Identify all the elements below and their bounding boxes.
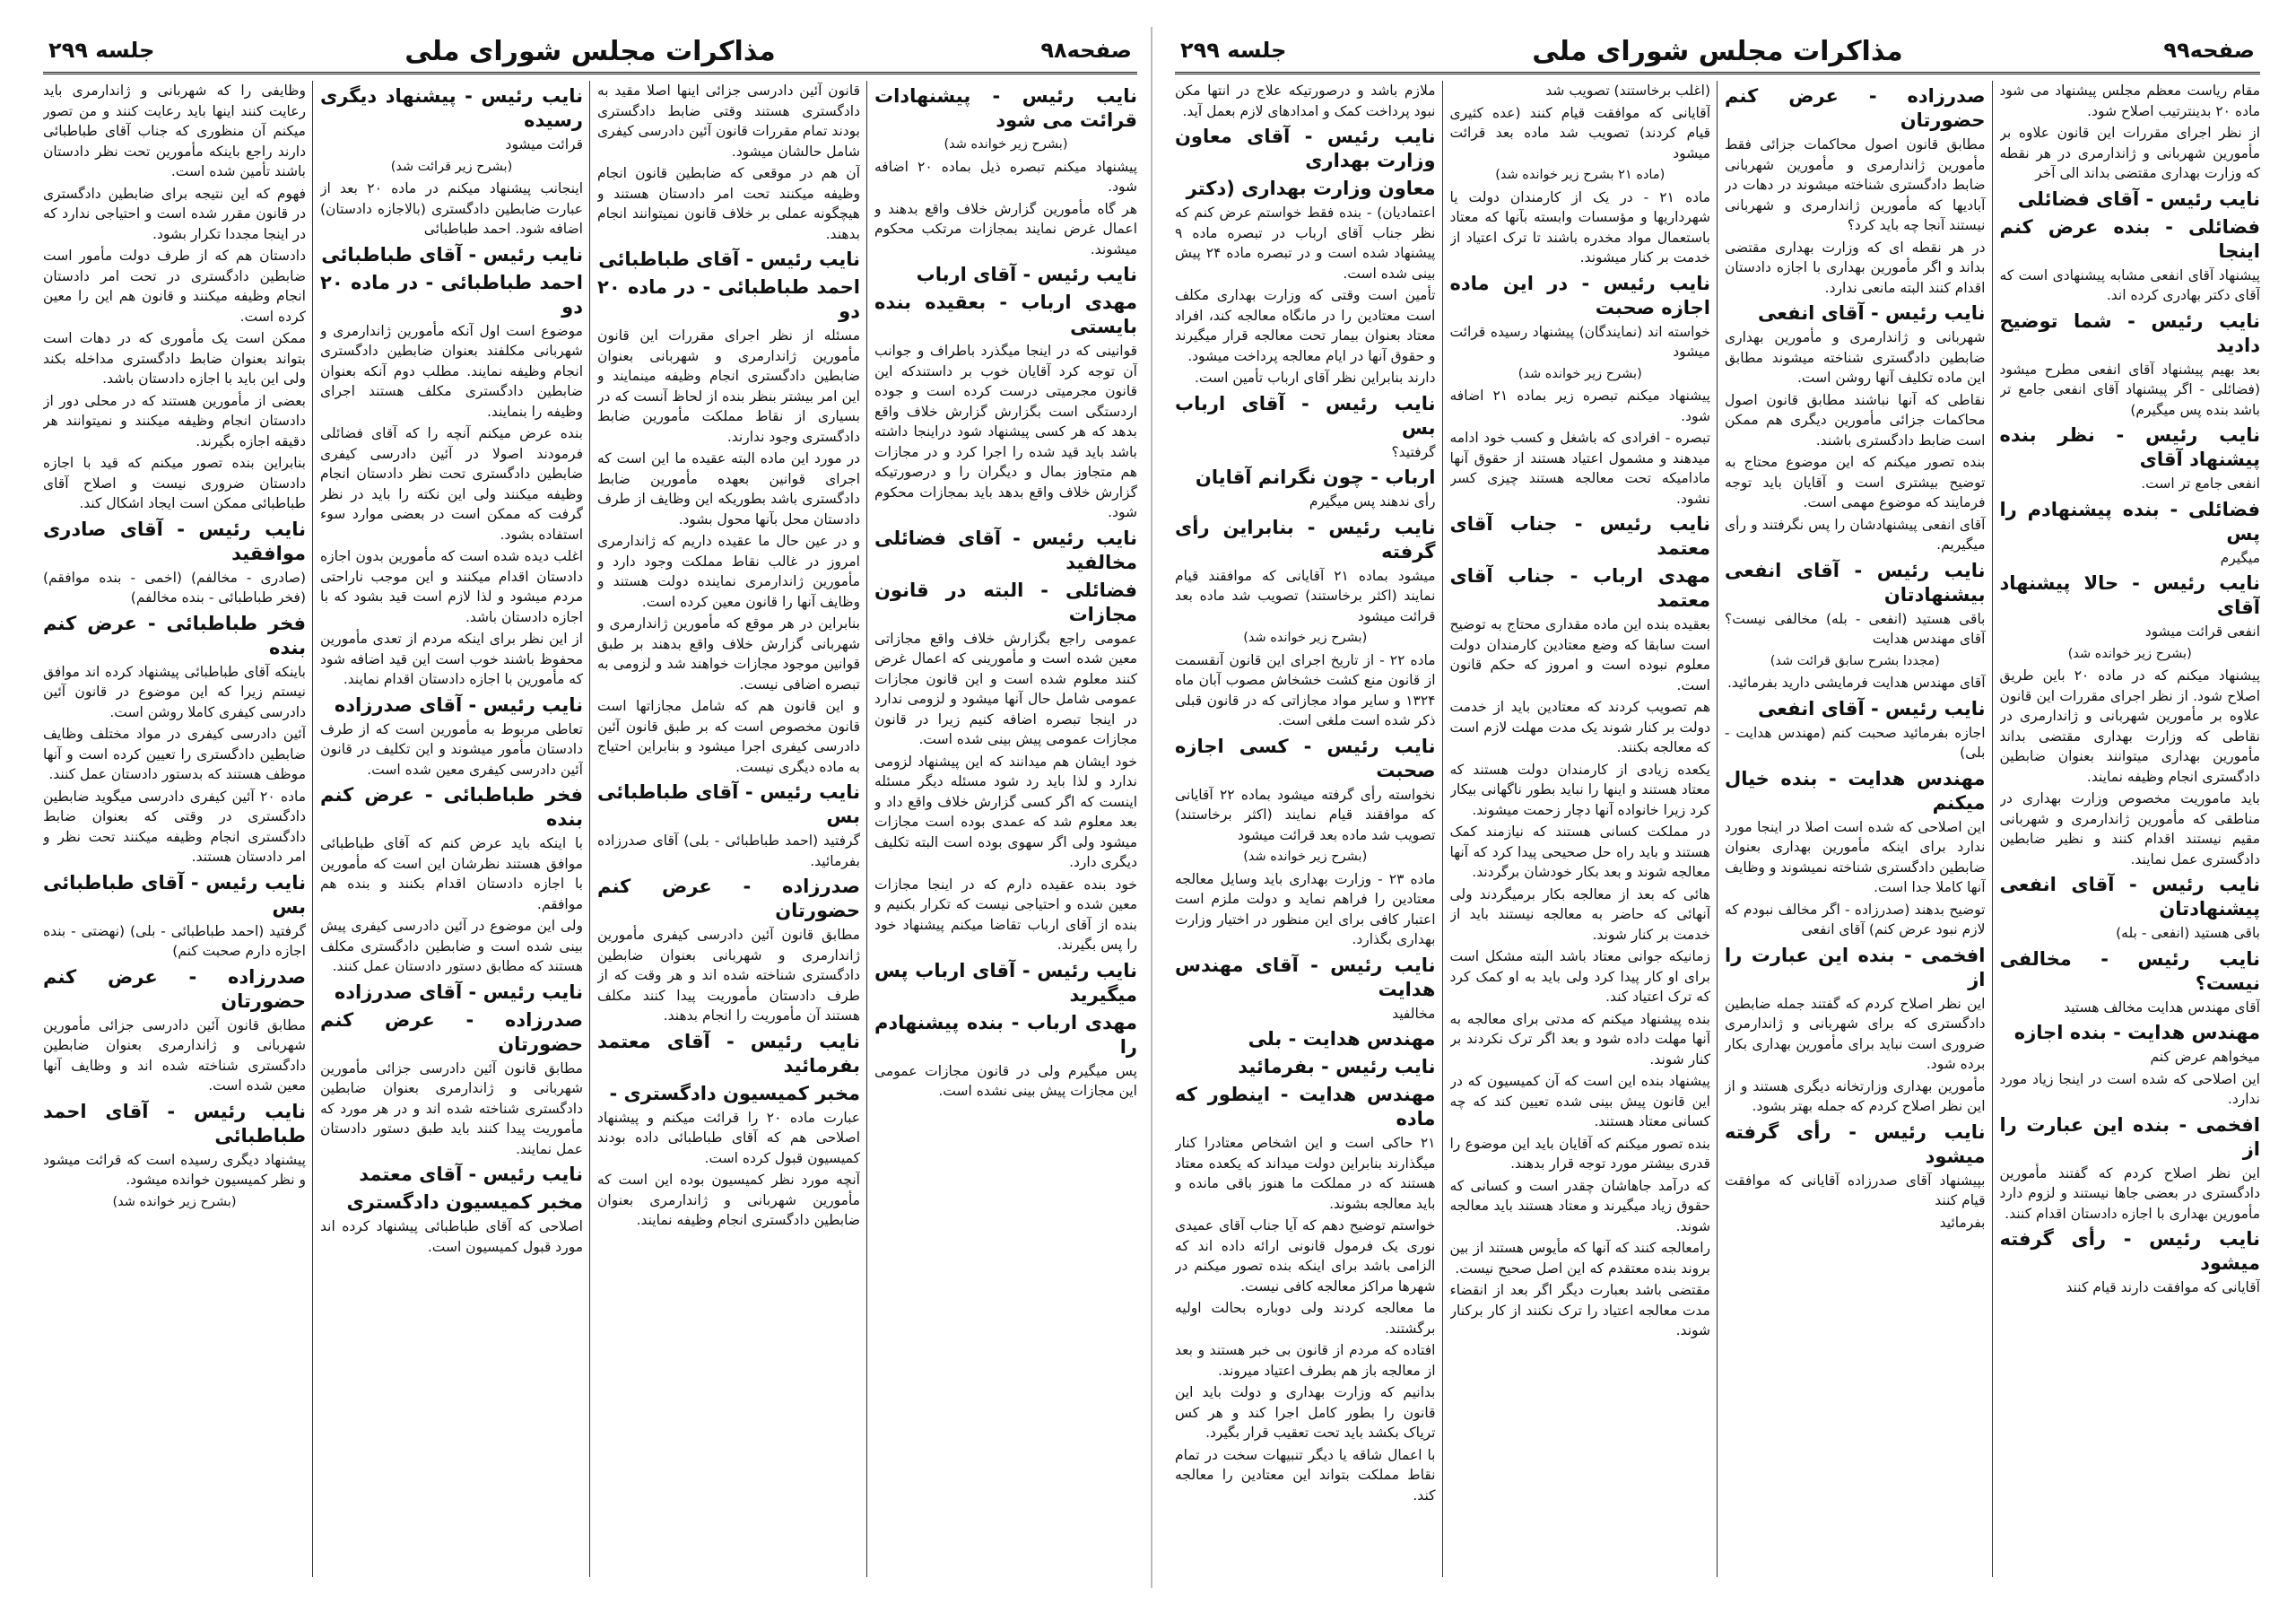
- paragraph: این اصلاحی که شده است اصلا در اینجا مورد ندارد برای اینکه مأمورین بهداری بعنوان ضابطین دادگستری شناخته نمیشوند و وظایف آنها کاملا جدا است.: [1725, 818, 1986, 895]
- paragraph: بعد بهیم پیشنهاد آقای انفعی مطرح میشود (فضائلی - اگر پیشنهاد آقای انفعی جامع تر باشد بنده پس میگیرم): [1999, 361, 2260, 418]
- paragraph: دادستان هم که از طرف دولت مأمور است ضابطین دادگستری در تحت امر دادستان انجام وظیفه میکنند و قانون هم این را معین کرده است.: [43, 248, 306, 325]
- procedural-note: (مجددا بشرح سابق قرائت شد): [1770, 653, 1940, 668]
- paragraph: موضوع است اول آنکه مأمورین ژاندارمری و شهربانی مکلفند بعنوان ضابطین دادگستری انجام وظیفه نمایند. مطلب دوم آنکه بعنوان ضابطین دادگستری مکلف هستند اجرای وظیفه را بنمایند.: [320, 322, 583, 420]
- paragraph: آقایانی که موافقت قیام کنند (عده کثیری قیام کردند) تصویب شد ماده بعد قرائت میشود: [1449, 104, 1710, 161]
- speaker-heading: نایب رئیس - بنابراین رأی گرفته: [1175, 516, 1436, 562]
- procedural-note: (بشرح زیر خوانده شد): [2067, 646, 2192, 661]
- column-rule: [1442, 81, 1443, 1577]
- paragraph: میخواهم عرض کنم: [2150, 1049, 2260, 1065]
- paragraph: گرفتید (احمد طباطبائی - بلی) آقای صدرزاده بفرمائید.: [597, 833, 860, 869]
- paragraph: پیشنهاد میکنم تبصره ذیل بماده ۲۰ اضافه شود.: [874, 158, 1137, 195]
- paragraph: ملازم باشد و درصورتیکه علاج در انتها مکن نبود پرداخت کمک و امدادهای لازم بعمل آید.: [1175, 83, 1436, 119]
- paragraph: میشود بماده ۲۱ آقایانی که موافقند قیام نمایند (اکثر برخاستند) تصویب شد ماده بعد قرائت میشود: [1175, 567, 1436, 624]
- speaker-heading: مخبر کمیسیون دادگستری -: [609, 1082, 860, 1104]
- paragraph: انفعی جامع تر است.: [2141, 475, 2260, 492]
- speaker-heading: نایب رئیس - کسی اجازه صحبت: [1175, 735, 1436, 781]
- paragraph: آقای انفعی پیشنهادشان را پس نگرفتند و رأی میگیریم.: [1725, 516, 1986, 553]
- paragraph: بنده تصور میکنم که این موضوع محتاج به توضیح بیشتری است و آقایان باید توجه فرمایند که موضوع مهمی است.: [1725, 454, 1986, 510]
- paragraph: وظایفی را که شهربانی و ژاندارمری باید رعایت کنند اینها باید رعایت کنند و من تصور میکنم آن منظوری که جناب آقای طباطبائی دارند راجع باینکه مأمورین تحت نظر دادستان باشند تأمین شده است.: [43, 83, 306, 179]
- paragraph: تعاطی مربوط به مأمورین است که از طرف دادستان مأمور میشوند و این تکلیف در قانون آئین دادرسی کیفری معین شده است.: [320, 720, 583, 778]
- right-page: [1175, 34, 2260, 1577]
- column-rule: [589, 81, 590, 1577]
- speaker-heading: نایب رئیس - آقای ارباب بس: [1175, 392, 1436, 439]
- paragraph: مطابق قانون آئین دادرسی جزائی مأمورین شهربانی و ژاندارمری بعنوان ضابطین دادگستری شناخته شده اند و در هر مورد که مأموریت پیدا کنند باید طبق دستور دادستان عمل نمایند.: [320, 1059, 583, 1157]
- columns: [43, 81, 1137, 1577]
- paragraph: ماده ۲۳ - وزارت بهداری باید وسایل معالجه معتادین را فراهم نماید و دولت ملزم است اعتبار کافی برای این منظور در اختیار وزارت بهداری بگذارد.: [1175, 870, 1436, 947]
- paragraph: بنده عرض میکنم آنچه را که آقای فضائلی فرمودند اصولا در آئین دادرسی کیفری ضابطین دادگستری تحت نظر دادستان انجام وظیفه میکنند ولی این نکته را باید در نظر گرفت که ممکن است در بعضی موارد سوء استفاده بشود.: [320, 425, 583, 543]
- paragraph: هائی که بعد از معالجه بکار برمیگردند ولی آنهائی که حاضر به معالجه نیستند باید از خدمت بر کنار شوند.: [1449, 885, 1710, 943]
- speaker-heading: فخر طباطبائی - عرض کنم بنده: [43, 612, 306, 658]
- paragraph: در مورد این ماده البته عقیده ما این است که اجرای قوانین بعهده مأمورین ضابط دادگستری باشد بطوریکه این وظایف از طرف دادستان محل بآنها محول بشود.: [597, 450, 860, 527]
- speaker-heading: صدرزاده - عرض کنم حضورتان: [320, 1008, 583, 1055]
- speaker-heading: نایب رئیس - آقای فضائلی مخالفید: [874, 527, 1137, 573]
- speaker-heading: نایب رئیس - آقای طباطبائی بس: [43, 871, 306, 918]
- paragraph: آقای مهندس هدایت مخالف هستید: [2064, 998, 2260, 1016]
- text-column: [2000, 81, 2261, 1577]
- paragraph: پیشنهاد آقای انفعی مشابه پیشنهادی است که آقای دکتر بهادری کرده اند.: [1999, 266, 2260, 303]
- paragraph: بنابراین در هر موقع که مأمورین ژاندارمری و شهربانی گزارش خلاف واقع بدهند بر طبق قوانین موجود مجازات خواهند شد و لزومی به تبصره اضافی نیست.: [597, 615, 860, 693]
- paragraph: اینجانب پیشنهاد میکنم در ماده ۲۰ بعد از عبارت ضابطین دادگستری (بالاجازه دادستان) اضافه شود. احمد طباطبائی: [320, 180, 583, 237]
- speaker-heading: نایب رئیس - آقای طباطبائی: [598, 248, 860, 270]
- paragraph: این نظر اصلاح کردم که گفتند مأمورین دادگستری در بعضی جاها نیستند و لزوم دارد مأمورین بهداری با اجازه دادستان اقدام کنند.: [1999, 1164, 2260, 1222]
- paragraph: نقاطی که آنها نباشند مطابق قانون اصول محاکمات جزائی مأمورین دیگری هم ممکن است ضابط دادگستری باشند.: [1725, 391, 1986, 449]
- speaker-heading: نایب رئیس - آقای معتمد: [359, 1164, 583, 1185]
- procedural-note: (بشرح زیر خوانده شد): [1243, 631, 1368, 645]
- paragraph: آئین دادرسی کیفری در مواد مختلف وظایف ضابطین دادگستری را تعیین کرده است و آنها موظف هستند که بدستور دادستان عمل کنند.: [43, 726, 306, 782]
- speaker-heading: مهندس هدایت - بنده خیال میکنم: [1725, 767, 1986, 814]
- speaker-heading: نایب رئیس - بفرمائید: [1238, 1056, 1436, 1077]
- page-header: [1175, 34, 2260, 74]
- paragraph: پیشنهاد بنده این است که آن کمیسیون که در این قانون پیش بینی شده تعیین کند که چه کسانی معتاد هستند.: [1449, 1073, 1710, 1129]
- speaker-heading: نایب رئیس - نظر بنده پیشنهاد آقای: [1999, 424, 2260, 470]
- paragraph: قرائت میشود: [505, 136, 583, 153]
- paragraph: هم تصویب کردند که معتادین باید از خدمت دولت بر کنار شوند یک مدت مهلت لازم است که معالجه بکنند.: [1449, 699, 1710, 755]
- speaker-heading: معاون وزارت بهداری (دکتر: [1186, 178, 1436, 199]
- paragraph: بنابراین بنده تصور میکنم که قید با اجازه دادستان ضروری نیست و اصلاح آقای طباطبائی ممکن است ایجاد اشکال کند.: [43, 455, 306, 511]
- columns: [1175, 81, 2260, 1577]
- speaker-heading: نایب رئیس - رأی گرفته میشود: [1999, 1228, 2260, 1274]
- speaker-heading: نایب رئیس - آقای صدرزاده: [334, 693, 583, 716]
- speaker-heading: احمد طباطبائی - در ماده ۲۰ دو: [597, 276, 860, 322]
- paragraph: ولی این موضوع در آئین دادرسی کیفری پیش بینی شده است و ضابطین دادگستری مکلف هستند که مطابق دستور دادستان عمل کنند.: [320, 918, 583, 974]
- session-number: جلسه ۲۹۹: [48, 38, 155, 63]
- page-number: صفحه۹۸: [1040, 38, 1132, 63]
- paragraph: مقتضی باشد بعبارت دیگر اگر بعد از انقضاء مدت معالجه اعتیاد را ترک نکنند از کار برکنار شوند.: [1449, 1282, 1710, 1338]
- paragraph: مأمورین بهداری وزارتخانه دیگری هستند و از این نظر اصلاح کردم که جمله بهتر بشود.: [1725, 1077, 1986, 1114]
- speaker-heading: نایب رئیس - آقای انفعی: [1758, 302, 1986, 324]
- column-rule: [866, 81, 867, 1577]
- speaker-heading: فخر طباطبائی - عرض کنم بنده: [320, 784, 583, 830]
- paragraph: شهربانی و ژاندارمری و مأمورین بهداری ضابطین دادگستری شناخته میشوند مطابق این ماده تکلیف آنها روشن است.: [1725, 329, 1986, 386]
- paragraph: پیشنهاد دیگری رسیده است که قرائت میشود و نظر کمیسیون خوانده میشود.: [43, 1151, 306, 1188]
- paragraph: باینکه آقای طباطبائی پیشنهاد کرده اند موافق نیستم زیرا که این موضوع در قانون آئین دادرسی کیفری کاملا روشن است.: [43, 663, 306, 720]
- paragraph: خود بنده عقیده دارم که در اینجا مجازات معین شده و احتیاجی نیست که تکرار بکنیم و بنده از آقای ارباب تقاضا میکنم پیشنهاد خود را پس بگیرند.: [874, 876, 1137, 953]
- procedural-note: (بشرح زیر خوانده شد): [112, 1194, 237, 1209]
- paragraph: پیشنهاد میکنم که در ماده ۲۰ باین طریق اصلاح شود. از نظر اجرای مقررات این قانون علاوه بر مأمورین شهربانی و ژاندارمری در نقاطی که وزارت بهداری مقتضی بداند مأمورین بهداری میتوانند بعنوان ضابطین دادگستری انجام وظیفه نمایند.: [1999, 667, 2260, 785]
- paragraph: ۲۱ حاکی است و این اشخاص معتادرا کنار میگذارند بنابراین دولت میداند که یکعده معتاد هستند که در مملکت ما هنوز باقی مانده و باید معالجه بشوند.: [1175, 1135, 1436, 1212]
- speaker-heading: نایب رئیس - آقای انفعی پیشنهادتان: [1999, 874, 2260, 920]
- speaker-heading: مهندس هدایت - بلی: [1248, 1028, 1436, 1050]
- paragraph: ماده ۲۱ - در یک از کارمندان دولت یا شهرداریها و مؤسسات وابسته بآنها که معتاد باستعمال مواد مخدره باشند تا ترک اعتیاد از خدمت بر کنار میشوند.: [1449, 188, 1710, 266]
- speaker-heading: نایب رئیس - پیشنهاد دیگری رسیده: [320, 85, 583, 131]
- paragraph: اغلب دیده شده است که مأمورین بدون اجازه دادستان اقدام میکنند و این موجب ناراحتی مردم میشود و لذا لازم است قید بشود که با اجازه دادستان باشد.: [320, 548, 583, 625]
- paragraph: خود ایشان هم میدانند که این پیشنهاد لزومی ندارد و لذا باید رد شود مسئله دیگر مسئله اینست که اگر کسی گزارش خلاف واقع داد و بعد معلوم شد که عمدی بوده است مجازات میشود ولی اگر سهوی بوده است البته تکلیف دیگری دارد.: [874, 753, 1137, 870]
- paragraph: در هر نقطه ای که وزارت بهداری مقتضی بداند و اگر مأمورین بهداری با اجازه دادستان اقدام کنند البته مانعی ندارد.: [1725, 239, 1986, 296]
- paragraph: خواستم توضیح دهم که آیا جناب آقای عمیدی نوری یک فرمول قانونی ارائه داده اند که الزامی باشد برای اینکه بنده تصور میکنم در شهرها مراکز معالجه کافی نیست.: [1175, 1217, 1436, 1295]
- speaker-heading: نایب رئیس - آقای صادری موافقید: [43, 518, 306, 564]
- paragraph: گرفتید (احمد طباطبائی - بلی) (نهضتی - بنده اجازه دارم صحبت کنم): [43, 922, 306, 959]
- page-number: صفحه۹۹: [2163, 38, 2255, 63]
- procedural-note: (بشرح زیر خوانده شد): [1243, 850, 1368, 864]
- speaker-heading: مخبر کمیسیون دادگستری: [346, 1191, 583, 1213]
- speaker-heading: مهندس هدایت - اینطور که ماده: [1175, 1084, 1436, 1129]
- speaker-heading: افخمی - بنده این عبارت را از: [1999, 1113, 2260, 1160]
- speaker-heading: صدرزاده - عرض کنم حضورتان: [1725, 85, 1986, 131]
- paragraph: مطابق قانون اصول محاکمات جزائی فقط مأمورین ژاندارمری و مأمورین شهربانی ضابط دادگستری شناخته میشوند در دهات در آبادیها که مأمورین ژاندارمری و شهربانی نیستند آنجا چه باید کرد؟: [1725, 136, 1986, 233]
- paragraph: فهوم که این نتیجه برای ضابطین دادگستری در قانون مقرر شده است و احتیاجی ندارد که در اینجا مجددا تکرار بشود.: [43, 185, 306, 242]
- speaker-heading: نایب رئیس - آقای طباطبائی بس: [597, 781, 860, 827]
- paragraph: از نظر اجرای مقررات این قانون علاوه بر مأمورین شهربانی و ژاندارمری در هر نقطه که وزارت بهداری مقتضی بداند الی آخر: [1999, 125, 2260, 181]
- text-column: [1725, 81, 1986, 1577]
- paragraph: در مملکت کسانی هستند که نیازمند کمک هستند و باید راه حل صحیحی پیدا کرد که آنها معالجه شوند و بعد بکار خودشان برگردند.: [1449, 824, 1710, 880]
- speaker-heading: مهدی ارباب - بنده پیشنهادم را: [874, 1011, 1137, 1058]
- paragraph: اعتمادیان) - بنده فقط خواستم عرض کنم که نظر جناب آقای ارباب در تبصره ماده ۹ پیشنهاد شده است و در تبصره ماده ۲۴ پیش بینی شده است.: [1175, 205, 1436, 282]
- speaker-heading: فضائلی - بنده پیشنهادم را پس: [1999, 498, 2260, 545]
- speaker-heading: نایب رئیس - آقای طباطبائی: [321, 243, 583, 266]
- paragraph: بفرمائید: [1939, 1214, 1986, 1231]
- page-header: [43, 34, 1137, 74]
- paragraph: مطابق قانون آئین دادرسی کیفری مأمورین ژاندارمری و شهربانی بعنوان ضابطین دادگستری شناخته شده اند و هر وقت که از طرف دادستان مأموریت پیدا کنند مکلف هستند آن مأموریت را انجام بدهند.: [597, 927, 860, 1024]
- paragraph: تأمین است وقتی که وزارت بهداری مکلف است معتادین را در مانگاه معالجه کند، افراد معتاد بعنوان بیمار تحت معالجه قرار میگیرند و حقوق آنها در ایام معالجه پرداخت میشود.: [1175, 287, 1436, 364]
- speaker-heading: نایب رئیس - آقای احمد طباطبائی: [43, 1100, 306, 1146]
- page-gutter: [1151, 27, 1152, 1588]
- paragraph: این اصلاحی که شده است در اینجا زیاد مورد ندارد.: [1999, 1070, 2260, 1107]
- session-number: جلسه ۲۹۹: [1180, 38, 1287, 63]
- left-page: [43, 34, 1137, 1577]
- paragraph: رامعالجه کنند که آنها که مأیوس هستند از بین بروند بنده معتقدم که این اصل صحیح نیست.: [1449, 1240, 1710, 1277]
- paragraph: عمومی راجع بگزارش خلاف واقع مجازاتی معین شده است و مأمورینی که اعمال غرض کنند معلوم شده است و این قانون مجازات عمومی شامل حال آنها میشود و لزومی ندارد در اینجا تبصره اضافه کنیم زیرا در قانون مجازات عمومی پیش بینی شده است.: [874, 630, 1137, 747]
- paragraph: عبارت ماده ۲۰ را قرائت میکنم و پیشنهاد اصلاحی هم که آقای طباطبائی داده بودند کمیسیون قبول کرده است.: [597, 1109, 860, 1166]
- paragraph: (صادری - مخالفم) (اخمی - بنده موافقم) (فخر طباطبائی - بنده مخالفم): [43, 569, 306, 606]
- paragraph: مسئله از نظر اجرای مقررات این قانون مأمورین ژاندارمری و شهربانی بعنوان ضابطین دادگستری انجام وظیفه مینمایند و این امر بیشتر بنظر بنده از لحاظ آنست که در بسیاری از نقاط مملکت مأمورین ضابط دادگستری وجود ندارند.: [597, 327, 860, 445]
- paragraph: که درآمد جاهاشان چقدر است و کسانی که حقوق زیاد میگیرند و معتاد هستند باید معالجه شوند.: [1449, 1177, 1710, 1234]
- paragraph: ماده ۲۲ - از تاریخ اجرای این قانون آنقسمت از قانون منع کشت خشخاش مصوب آبان ماه ۱۳۲۴ و سایر مواد مجازاتی که در قانون قبلی ذکر شده است ملغی است.: [1175, 651, 1436, 728]
- paragraph: باید ماموریت مخصوص وزارت بهداری در مناطقی که مأمورین ژاندارمری و شهربانی مقیم نیستند اقدام کنند و نظیر ضابطین دادگستری عمل نمایند.: [1999, 790, 2260, 867]
- paragraph: مطابق قانون آئین دادرسی جزائی مأمورین شهربانی و ژاندارمری بعنوان ضابطین دادگستری شناخته شده اند و وظایف آنها معین شده است.: [43, 1016, 306, 1094]
- speaker-heading: احمد طباطبائی - در ماده ۲۰ دو: [320, 271, 583, 318]
- paragraph: و این قانون هم که شامل مجازاتها است قانون مخصوص است که بر طبق قانون آئین دادرسی کیفری اجرا میشود و بنابراین احتیاج به ماده دیگری نیست.: [597, 698, 860, 775]
- text-column: [597, 81, 860, 1577]
- speaker-heading: نایب رئیس - آقای معتمد بفرمائید: [597, 1030, 860, 1077]
- speaker-heading: نایب رئیس - پیشنهادات قرائت می شود: [874, 85, 1137, 131]
- paragraph: با اینکه باید عرض کنم که آقای طباطبائی موافق هستند نظرشان این است که مأمورین با اجازه دادستان اقدام بکنند و بنده هم موافقم.: [320, 835, 583, 912]
- paragraph: بعقیده بنده این ماده مقداری محتاج به توضیح است سابقا که وضع معتادین کارمندان دولت معلوم نبوده است و امروز که حکم قانون است.: [1449, 616, 1710, 693]
- paragraph: بپیشنهاد آقای صدرزاده آقایانی که موافقت قیام کنند: [1725, 1172, 1986, 1208]
- paragraph: بنده تصور میکنم که آقایان باید این موضوع را قدری بیشتر مورد توجه قرار بدهند.: [1449, 1135, 1710, 1172]
- paragraph: نخواسته رأی گرفته میشود بماده ۲۲ آقایانی که موافقند قیام نمایند (اکثر برخاستند) تصویب شد ماده بعد قرائت میشود: [1175, 786, 1436, 843]
- paragraph: بدانیم که وزارت بهداری و دولت باید این قانون را بطور کامل اجرا کند و هر کس تریاک بکشد باید تحت تعقیب قرار بگیرد.: [1175, 1384, 1436, 1441]
- speaker-heading: ارباب - چون نگرانم آقایان: [1195, 466, 1436, 488]
- paragraph: آقای مهندس هدایت فرمایشی دارید بفرمائید.: [1726, 675, 1986, 691]
- procedural-note: (ماده ۲۱ بشرح زیر خوانده شد): [1495, 168, 1665, 182]
- paragraph: پیشنهاد میکنم تبصره زیر بماده ۲۱ اضافه شود.: [1449, 388, 1710, 424]
- paragraph: انفعی قرائت میشود: [2144, 623, 2260, 640]
- speaker-heading: نایب رئیس - حالا پیشنهاد آقای: [1999, 572, 2260, 618]
- paragraph: با اعمال شاقه یا دیگر تنبیهات سخت در تمام نقاط مملکت بتواند این معتادین را معالجه کند.: [1175, 1446, 1436, 1504]
- paragraph: باقی هستید (انفعی - بله): [2116, 925, 2260, 941]
- speaker-heading: نایب رئیس - آقای ارباب: [916, 264, 1137, 285]
- text-column: [1450, 81, 1711, 1577]
- speaker-heading: نایب رئیس - آقای مهندس هدایت: [1175, 954, 1436, 1000]
- paragraph: توضیح بدهند (صدرزاده - اگر مخالف نبودم که لازم نبود عرض کنم) آقای انفعی: [1725, 901, 1986, 937]
- paragraph: مقام ریاست معظم مجلس پیشنهاد می شود ماده ۲۰ بدینترتیب اصلاح شود.: [1999, 83, 2260, 119]
- paragraph: تبصره - افرادی که باشغل و کسب خود ادامه میدهند و مشمول اعتیاد هستند از حقوق آنها مادامیکه تحت معالجه هستند چیزی کسر نشود.: [1449, 430, 1710, 507]
- speaker-heading: مهدی ارباب - بعقیده بنده بایستی: [874, 292, 1137, 337]
- column-rule: [1992, 81, 1993, 1577]
- speaker-heading: مهندس هدایت - بنده اجازه: [2013, 1022, 2260, 1043]
- paragraph: از این نظر برای اینکه مردم از تعدی مأمورین محفوظ باشند خوب است این قید اضافه شود که مأمورین با اجازه دادستان اقدام نمایند.: [320, 631, 583, 687]
- paragraph: آقایانی که موافقت دارند قیام کنند: [2066, 1279, 2260, 1295]
- speaker-heading: نایب رئیس - در این ماده اجازه صحبت: [1449, 272, 1710, 318]
- speaker-heading: نایب رئیس - آقای انفعی: [1758, 697, 1986, 719]
- paragraph: ما معالجه کردند ولی دوباره بحالت اولیه برگشتند.: [1175, 1300, 1436, 1337]
- paragraph: (اغلب برخاستند) تصویب شد: [1545, 83, 1710, 99]
- paragraph: ممکن است یک مأموری که در دهات است بتواند بعنوان ضابط دادگستری مداخله بکند ولی این باید با اجازه دادستان باشد.: [43, 330, 306, 387]
- paragraph: یکعده زیادی از کارمندان دولت هستند که معتاد هستند و اینها را نباید بطور ناگهانی بیکار کرد زیرا خانواده آنها دچار زحمت میشوند.: [1449, 761, 1710, 818]
- paragraph: این نظر اصلاح کردم که گفتند جمله ضابطین دادگستری که برای شهربانی و ژاندارمری ضروری است نباید برای مأمورین بهداری بکار برده شود.: [1725, 995, 1986, 1072]
- paragraph: آن هم در موقعی که ضابطین قانون انجام وظیفه میکنند تحت امر دادستان هستند و هیچگونه عملی بر خلاف قانون نمیتوانند انجام بدهند.: [597, 165, 860, 242]
- paragraph: بعضی از مأمورین هستند که در محلی دور از دادستان انجام وظیفه میکنند و نمیتوانند هر دقیقه اجازه بگیرند.: [43, 392, 306, 449]
- text-column: [1175, 81, 1436, 1577]
- speaker-heading: صدرزاده - عرض کنم حضورتان: [43, 965, 306, 1012]
- speaker-heading: نایب رئیس - رأی گرفته میشود: [1725, 1120, 1986, 1167]
- paragraph: قانون آئین دادرسی جزائی اینها اصلا مقید به دادگستری هستند وقتی ضابط دادگستری بودند تمام مقررات قانون آئین دادرسی کیفری شامل حالشان میشود.: [597, 83, 860, 160]
- paragraph: باقی هستید (انفعی - بله) مخالفی نیست؟ آقای مهندس هدایت: [1725, 610, 1986, 647]
- paragraph: بنده پیشنهاد میکنم که مدتی برای معالجه به آنها مهلت داده شود و بعد اگر ترک نکردند بر کنار شوند.: [1449, 1010, 1710, 1068]
- paragraph: هر گاه مأمورین گزارش خلاف واقع بدهند و اعمال غرض نمایند بمجازات مرتکب محکوم میشوند.: [874, 200, 1137, 257]
- paragraph: دارند بنابراین نظر آقای ارباب تأمین است.: [1194, 370, 1436, 386]
- speaker-heading: نایب رئیس - آقای صدرزاده: [334, 981, 583, 1003]
- column-rule: [312, 81, 313, 1577]
- paragraph: آنچه مورد نظر کمیسیون بوده این است که مأمورین شهربانی و ژاندارمری بعنوان ضابطین دادگستری انجام وظیفه نمایند.: [597, 1172, 860, 1228]
- paragraph: خواسته اند (نمایندگان) پیشنهاد رسیده قرائت میشود: [1449, 323, 1710, 360]
- speaker-heading: نایب رئیس - آقای ارباب پس میگیرید: [874, 959, 1137, 1006]
- speaker-heading: نایب رئیس - شما توضیح دادید: [1999, 309, 2260, 356]
- paragraph: زمانیکه جوانی معتاد باشد البته مشکل است برای او کار پیدا کرد ولی باید به او کمک کرد که ترک اعتیاد کند.: [1449, 948, 1710, 1005]
- paragraph: افتاده که مردم از قانون بی خبر هستند و بعد از معالجه باز هم بطرف اعتیاد میروند.: [1175, 1342, 1436, 1379]
- speaker-heading: افخمی - بنده این عبارت را از: [1725, 944, 1986, 990]
- column-rule: [1717, 81, 1718, 1577]
- speaker-heading: نایب رئیس - آقای انفعی بیشنهادتان: [1725, 559, 1986, 606]
- speaker-heading: فضائلی - البته در قانون مجازات: [874, 579, 1137, 625]
- speaker-heading: نایب رئیس - آقای فضائلی: [2017, 187, 2260, 210]
- paragraph: ماده ۲۰ آئین کیفری دادرسی میگوید ضابطین دادگستری در وقتی که بعنوان ضابط دادگستری انجام وظیفه میکنند تحت نظر و امر دادستان هستند.: [43, 788, 306, 865]
- procedural-note: (بشرح زیر خوانده شد): [1518, 366, 1642, 381]
- publication-title: مذاکرات مجلس شورای ملی: [1532, 36, 1903, 67]
- text-column: [320, 81, 583, 1577]
- paragraph: اجازه بفرمائید صحبت کنم (مهندس هدایت - بلی): [1725, 724, 1986, 761]
- paragraph: اصلاحی که آقای طباطبائی پیشنهاد کرده اند مورد قبول کمیسیون است.: [320, 1218, 583, 1255]
- speaker-heading: نایب رئیس - جناب آقای معتمد: [1449, 513, 1710, 559]
- paragraph: گرفتید؟: [1391, 443, 1436, 460]
- procedural-note: (بشرح زیر قرائت شد): [390, 159, 513, 174]
- procedural-note: (بشرح زیر خوانده شد): [944, 137, 1068, 152]
- speaker-heading: مهدی ارباب - جناب آقای معتمد: [1449, 565, 1710, 611]
- paragraph: میگیرم: [2220, 549, 2260, 566]
- paragraph: قوانینی که در اینجا میگذرد باطراف و جوانب آن توجه کرد آقایان خوب بر داستندکه این قانون مجرمیتی درست کرده است و جوده اردستگی است بگزارش گزارش خلاف واقع بدهد که هر کسی پیشنهاد شود دراینجا داشته باشد باید قید شده را اجرا کرد و در مجازات هم متجاوز بمال و دیگران را و درصورتیکه گزارش خلاف واقع بدهد باید بمجازات محکوم شود.: [874, 343, 1137, 520]
- paragraph: پس میگیرم ولی در قانون مجازات عمومی این مجازات پیش بینی نشده است.: [874, 1062, 1137, 1099]
- speaker-heading: نایب رئیس - مخالفی نیست؟: [1999, 947, 2260, 994]
- speaker-heading: نایب رئیس - آقای معاون وزارت بهداری: [1175, 126, 1436, 171]
- speaker-heading: فضائلی - بنده عرض کنم اینجا: [1999, 215, 2260, 262]
- paragraph: رأی ندهند پس میگیرم: [1309, 493, 1436, 510]
- paragraph: مخالفید: [1392, 1005, 1436, 1022]
- paragraph: و در عین حال ما عقیده داریم که ژاندارمری امروز در غالب نقاط مملکت وجود دارد و مأمورین ژاندارمری نماینده دولت هستند و وظایف آنها را قانون معین کرده است.: [597, 533, 860, 610]
- text-column: [874, 81, 1137, 1577]
- publication-title: مذاکرات مجلس شورای ملی: [404, 36, 776, 67]
- speaker-heading: صدرزاده - عرض کنم حضورتان: [597, 876, 860, 921]
- text-column: [43, 81, 306, 1577]
